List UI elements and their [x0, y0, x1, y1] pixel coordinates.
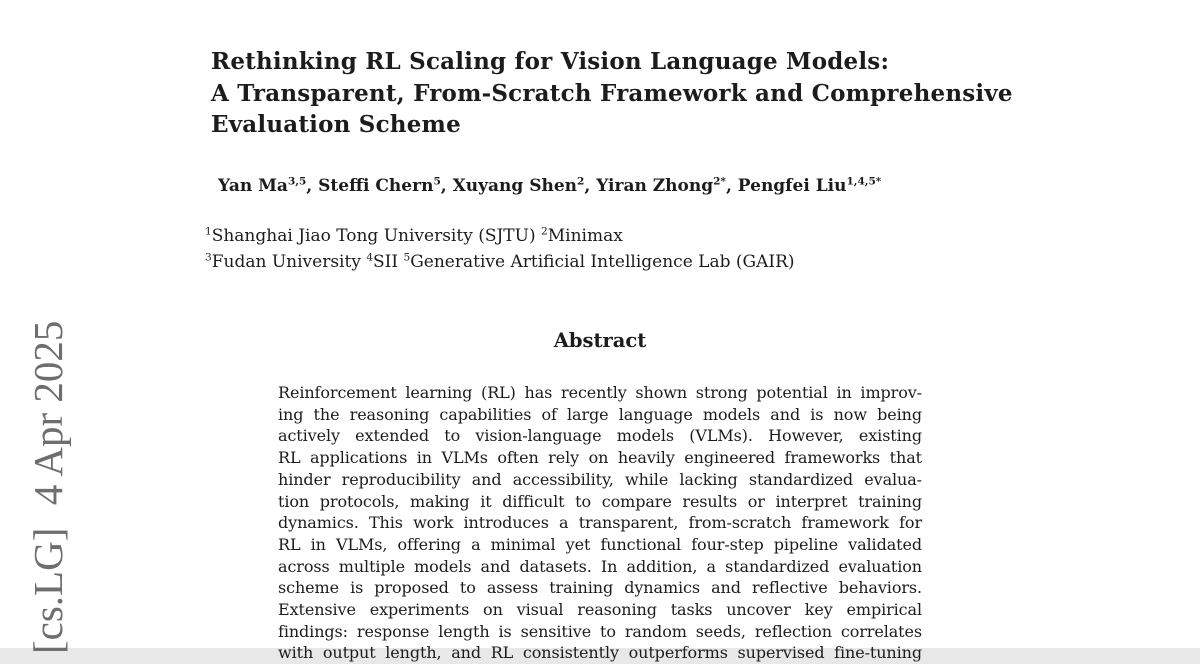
affiliation-text: Shanghai Jiao Tong University (SJTU)	[211, 226, 536, 246]
author-superscript: 3,5	[287, 175, 307, 188]
title-line: Evaluation Scheme	[211, 111, 461, 138]
abstract-line: with output length, and RL consistently outperforms supervised fine-tuning	[278, 643, 922, 663]
abstract-line: findings: response length is sensitive to random seeds, reflection correlates	[278, 621, 922, 641]
abstract-line: across multiple models and datasets. In addition, a standardized evaluation	[278, 556, 922, 576]
abstract-line: hinder reproducibility and accessibility, while lacking standardized evalua-	[278, 469, 922, 489]
author-superscript: 2	[577, 175, 585, 188]
abstract-line: Extensive experiments on visual reasoning tasks uncover key empirical	[278, 600, 922, 620]
title-line: A Transparent, From-Scratch Framework and Comprehensive	[211, 79, 1013, 107]
abstract-heading: Abstract	[553, 329, 647, 352]
author-name: Steffi Chern	[318, 176, 434, 196]
abstract-line: scheme is proposed to assess training dynamics and reflective behaviors.	[278, 578, 922, 598]
author-superscript: 5	[433, 175, 441, 188]
abstract-line: Reinforcement learning (RL) has recently shown strong potential in improv-	[278, 383, 922, 402]
author-superscript: 1,4,5*	[846, 175, 882, 188]
author-name: Yan Ma	[218, 176, 288, 196]
affiliation-superscript: 1	[205, 225, 212, 238]
paper-title	[211, 46, 1013, 141]
abstract-body	[278, 382, 922, 664]
author-name: Pengfei Liu	[737, 176, 847, 196]
abstract-line: RL in VLMs, offering a minimal yet functional four-step pipeline validated	[278, 534, 922, 554]
abstract-line: actively extended to vision-language models (VLMs). However, existing	[278, 426, 922, 446]
abstract-line: dynamics. This work introduces a transparent, from-scratch framework for	[278, 513, 922, 533]
authors-line	[218, 176, 881, 196]
affiliations	[205, 224, 795, 275]
author-separator: ,	[440, 176, 453, 196]
arxiv-category: [cs.LG]	[25, 527, 71, 654]
affiliation-text: Generative Artificial Intelligence Lab (GAIR)	[410, 251, 795, 272]
abstract-line: RL applications in VLMs often rely on heavily engineered frameworks that	[278, 448, 922, 468]
author-name: Xuyang Shen	[452, 176, 578, 196]
author-separator: ,	[306, 176, 319, 196]
affiliation-line	[205, 250, 795, 276]
author-separator: ,	[725, 176, 738, 196]
title-line: Rethinking RL Scaling for Vision Language Models:	[211, 48, 890, 75]
affiliation-superscript: 4	[366, 250, 374, 263]
author-name: Yiran Zhong	[596, 176, 714, 196]
affiliation-superscript: 2	[541, 225, 548, 238]
affiliation-text: Fudan University	[211, 251, 361, 272]
affiliation-text: SII	[373, 251, 399, 272]
affiliation-superscript: 3	[205, 250, 212, 263]
author-separator: ,	[584, 176, 597, 196]
affiliation-superscript: 5	[403, 250, 411, 263]
author-superscript: 2*	[713, 175, 726, 188]
arxiv-date: 4 Apr 2025	[25, 320, 71, 506]
abstract-line: tion protocols, making it difficult to compare results or interpret training	[278, 491, 922, 511]
affiliation-text: Minimax	[547, 226, 623, 246]
abstract-line: ing the reasoning capabilities of large language models and is now being	[278, 404, 922, 424]
affiliation-line	[205, 224, 795, 250]
arxiv-watermark	[27, 321, 70, 654]
